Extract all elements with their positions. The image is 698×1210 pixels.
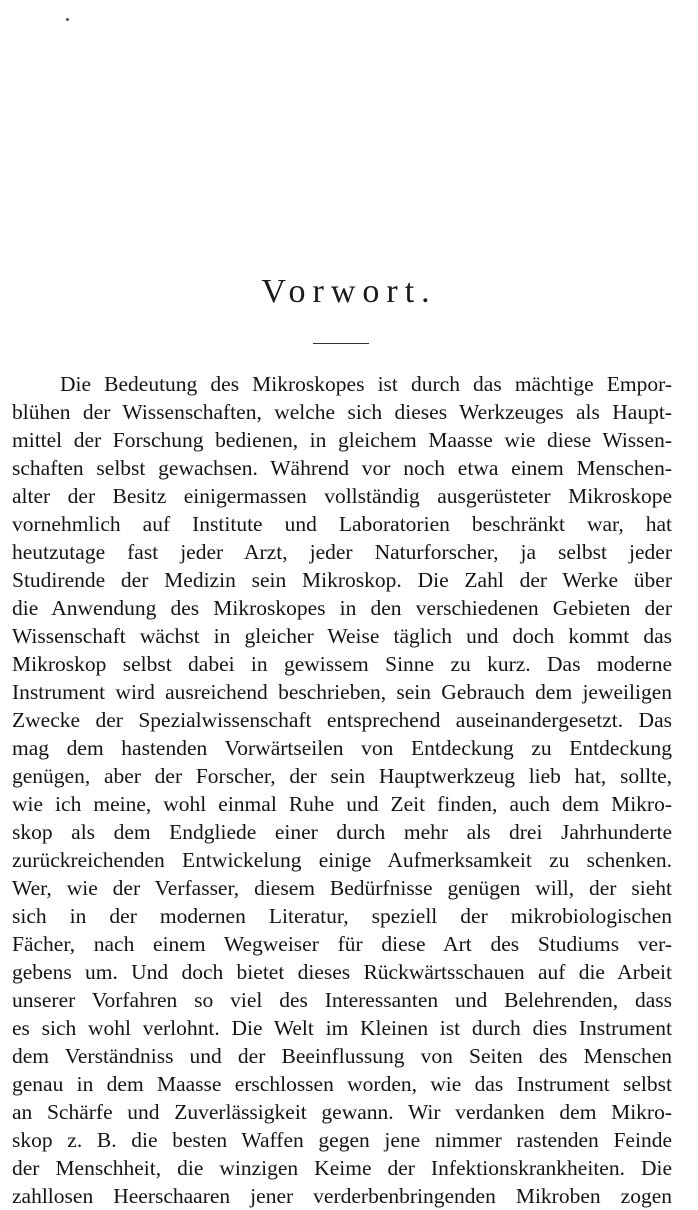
text-line: schaften selbst gewachsen. Während vor noch etwa einem Menschen-	[12, 456, 672, 480]
page-title: Vorwort.	[261, 273, 437, 310]
preface-paragraph	[12, 370, 672, 1210]
text-line: alter der Besitz einigermassen vollständig ausgerüsteter Mikroskope	[12, 484, 672, 508]
text-line: an Schärfe und Zuverlässigkeit gewann. Wir verdanken dem Mikro-	[12, 1100, 672, 1124]
text-line: heutzutage fast jeder Arzt, jeder Naturforscher, ja selbst jeder	[12, 540, 672, 564]
text-line: die Anwendung des Mikroskopes in den verschiedenen Gebieten der	[12, 596, 672, 620]
print-speck	[66, 18, 69, 21]
text-line: es sich wohl verlohnt. Die Welt im Kleinen ist durch dies Instrument	[12, 1016, 672, 1040]
text-line: genügen, aber der Forscher, der sein Hauptwerkzeug lieb hat, sollte,	[12, 764, 672, 788]
text-line: der Menschheit, die winzigen Keime der Infektionskrankheiten. Die	[12, 1156, 672, 1180]
text-line: Fächer, nach einem Wegweiser für diese Art des Studiums ver-	[12, 932, 672, 956]
title-divider	[313, 343, 369, 344]
text-line: Instrument wird ausreichend beschrieben, sein Gebrauch dem jeweiligen	[12, 680, 672, 704]
text-line: gebens um. Und doch bietet dieses Rückwärtsschauen auf die Arbeit	[12, 960, 672, 984]
text-line: unserer Vorfahren so viel des Interessanten und Belehrenden, dass	[12, 988, 672, 1012]
text-line: dem Verständniss und der Beeinflussung von Seiten des Menschen	[12, 1044, 672, 1068]
text-line: Mikroskop selbst dabei in gewissem Sinne zu kurz. Das moderne	[12, 652, 672, 676]
text-line: mag dem hastenden Vorwärtseilen von Entdeckung zu Entdeckung	[12, 736, 672, 760]
text-line: Zwecke der Spezialwissenschaft entsprechend auseinandergesetzt. Das	[12, 708, 672, 732]
text-line: Die Bedeutung des Mikroskopes ist durch das mächtige Empor-	[60, 372, 672, 396]
text-line: zahllosen Heerschaaren jener verderbenbringenden Mikroben zogen	[12, 1184, 672, 1208]
text-line: mittel der Forschung bedienen, in gleichem Maasse wie diese Wissen-	[12, 428, 672, 452]
text-line: Wissenschaft wächst in gleicher Weise täglich und doch kommt das	[12, 624, 672, 648]
text-line: zurückreichenden Entwickelung einige Aufmerksamkeit zu schenken.	[12, 848, 672, 872]
text-line: blühen der Wissenschaften, welche sich dieses Werkzeuges als Haupt-	[12, 400, 672, 424]
text-line: genau in dem Maasse erschlossen worden, wie das Instrument selbst	[12, 1072, 672, 1096]
text-line: skop als dem Endgliede einer durch mehr als drei Jahrhunderte	[12, 820, 672, 844]
text-line: sich in der modernen Literatur, speziell der mikrobiologischen	[12, 904, 672, 928]
text-line: Wer, wie der Verfasser, diesem Bedürfnisse genügen will, der sieht	[12, 876, 672, 900]
text-line: wie ich meine, wohl einmal Ruhe und Zeit finden, auch dem Mikro-	[12, 792, 672, 816]
text-line: vornehmlich auf Institute und Laboratorien beschränkt war, hat	[12, 512, 672, 536]
text-line: Studirende der Medizin sein Mikroskop. Die Zahl der Werke über	[12, 568, 672, 592]
text-line: skop z. B. die besten Waffen gegen jene nimmer rastenden Feinde	[12, 1128, 672, 1152]
